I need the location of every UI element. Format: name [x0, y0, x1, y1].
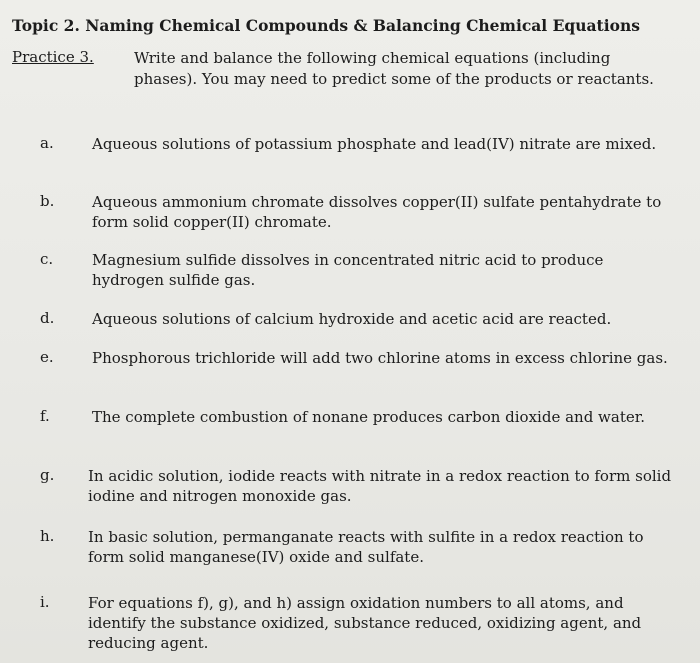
- item-text: Phosphorous trichloride will add two chlorine atoms in excess chlorine gas.: [92, 349, 668, 367]
- item-letter: b.: [40, 192, 55, 210]
- item-text: Aqueous ammonium chromate dissolves copper(II) sulfate pentahydrate to form solid copper(II) chromate.: [92, 193, 662, 231]
- instructions: Write and balance the following chemical equations (including phases). You may need to predict some of the products or reactants.: [134, 49, 654, 88]
- item-text: For equations f), g), and h) assign oxidation numbers to all atoms, and identify the substance oxidized, substance reduced, oxidizing agent, and reducing agent.: [88, 594, 642, 652]
- item-text: Magnesium sulfide dissolves in concentrated nitric acid to produce hydrogen sulfide gas.: [92, 251, 604, 289]
- item-letter: h.: [40, 527, 55, 545]
- item-text: Aqueous solutions of potassium phosphate and lead(IV) nitrate are mixed.: [92, 135, 657, 153]
- item-text: In basic solution, permanganate reacts with sulfite in a redox reaction to form solid manganese(IV) oxide and sulfate.: [88, 528, 644, 566]
- item-letter: c.: [40, 250, 54, 268]
- item-text: The complete combustion of nonane produces carbon dioxide and water.: [92, 408, 646, 426]
- item-letter: f.: [40, 407, 50, 425]
- page-title: Topic 2. Naming Chemical Compounds & Balancing Chemical Equations: [12, 16, 640, 35]
- item-letter: g.: [40, 466, 55, 484]
- item-text: Aqueous solutions of calcium hydroxide and acetic acid are reacted.: [92, 310, 612, 328]
- item-text: In acidic solution, iodide reacts with nitrate in a redox reaction to form solid iodine and nitrogen monoxide gas.: [88, 467, 672, 505]
- item-letter: d.: [40, 309, 55, 327]
- item-letter: a.: [40, 134, 54, 152]
- item-letter: i.: [40, 593, 50, 611]
- practice-label: Practice 3.: [12, 48, 94, 66]
- item-letter: e.: [40, 348, 54, 366]
